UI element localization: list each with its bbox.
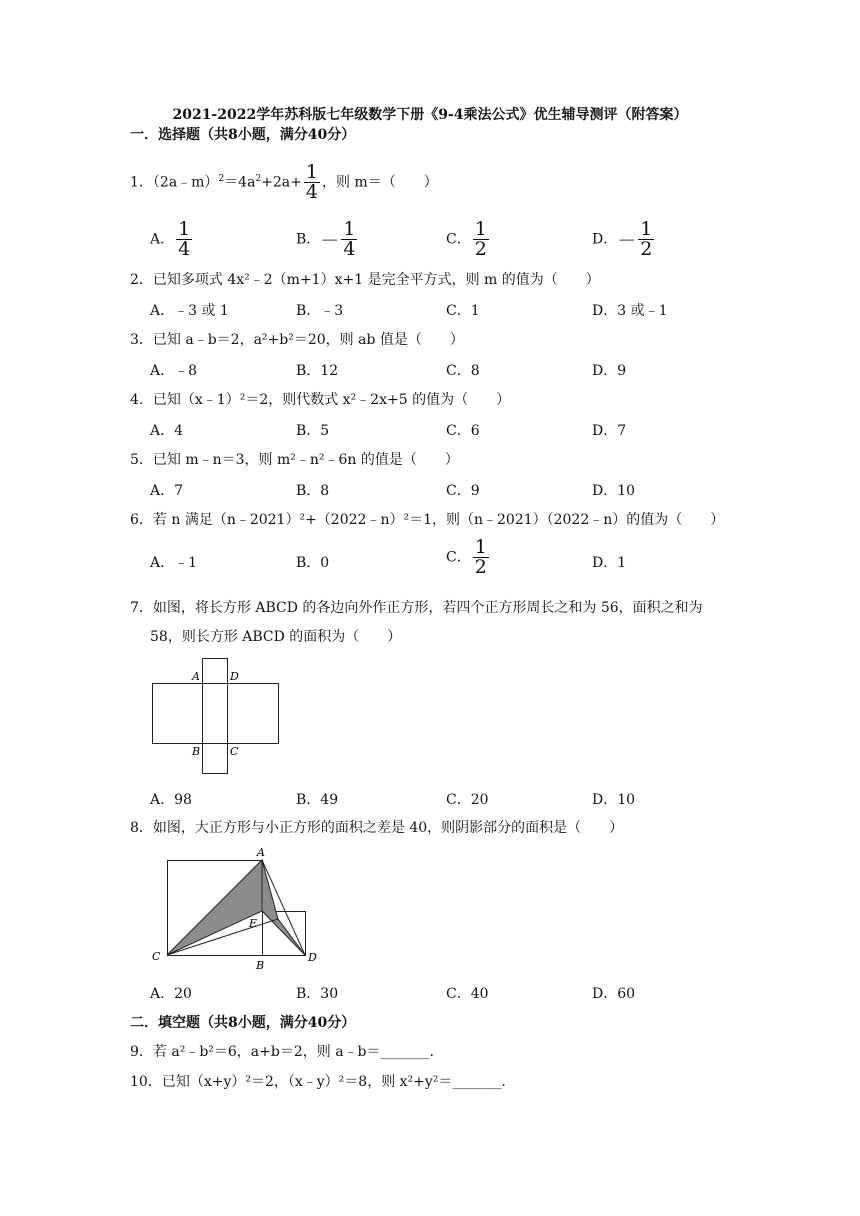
question-8: 8．如图，大正方形与小正方形的面积之差是 40，则阴影部分的面积是（ ） <box>130 820 624 836</box>
question-3: 3．已知 a﹣b＝2，a²+b²＝20，则 ab 值是（ ） <box>130 332 464 348</box>
question-5: 5．已知 m﹣n＝3，则 m²﹣n²﹣6n 的值是（ ） <box>130 452 459 468</box>
q2-option-a[interactable]: A．﹣3 或 1 <box>150 303 229 319</box>
q6-option-d[interactable]: D．1 <box>592 555 627 571</box>
q7-label-c: C <box>230 745 239 758</box>
question-1 <box>130 163 438 202</box>
q6-option-b[interactable]: B．0 <box>296 555 330 571</box>
question-6: 6．若 n 满足（n﹣2021）²+（2022﹣n）²＝1，则（n﹣2021）（2022﹣n）的值为（ ） <box>130 512 725 528</box>
q8-label-e: E <box>249 917 258 930</box>
q7-label-a: A <box>192 670 200 683</box>
q2-option-d[interactable]: D．3 或﹣1 <box>592 303 668 319</box>
q3-option-b[interactable]: B．12 <box>296 363 339 379</box>
q6-option-c[interactable]: C． $\frac{1}{2}$ <box>446 536 487 578</box>
question-4: 4．已知（x﹣1）²＝2，则代数式 x²﹣2x+5 的值为（ ） <box>130 392 511 408</box>
section-heading-fill: 二．填空题（共8小题，满分40分） <box>130 1015 356 1031</box>
q7-option-d[interactable]: D．10 <box>592 792 636 808</box>
section-heading-choice: 一．选择题（共8小题，满分40分） <box>130 127 356 143</box>
q1-option-b[interactable]: B．－ $\frac{1}{4}$ <box>296 218 356 260</box>
q3-option-c[interactable]: C．8 <box>446 363 480 379</box>
q4-option-b[interactable]: B．5 <box>296 423 330 439</box>
q1-stem-pre: 1．（2a﹣m） <box>130 174 219 191</box>
q7-option-b[interactable]: B．49 <box>296 792 339 808</box>
q2-option-c[interactable]: C．1 <box>446 303 480 319</box>
q7-figure <box>150 656 282 778</box>
q6-option-a[interactable]: A．﹣1 <box>150 555 198 571</box>
q1-stem-post: ，则 m＝（ ） <box>321 174 438 191</box>
q8-label-b: B <box>256 959 265 972</box>
q3-option-d[interactable]: D．9 <box>592 363 627 379</box>
q8-figure <box>150 843 325 973</box>
page-title: 2021-2022学年苏科版七年级数学下册《9-4乘法公式》优生辅导测评（附答案） <box>172 107 688 123</box>
q1-option-a[interactable]: A． $\frac{1}{4}$ <box>150 218 191 260</box>
q1-fraction: $\frac{1}{4}$ <box>305 161 318 203</box>
question-7-line1: 7．如图，将长方形 ABCD 的各边向外作正方形，若四个正方形周长之和为 56，面积之和为 <box>130 600 703 616</box>
q8-option-b[interactable]: B．30 <box>296 986 339 1002</box>
q1-sup: 2 <box>255 173 262 184</box>
q8-shaded-triangle-left <box>167 860 262 955</box>
question-9: 9．若 a²﹣b²＝6，a+b＝2，则 a﹣b＝_______. <box>130 1044 434 1060</box>
q4-option-c[interactable]: C．6 <box>446 423 480 439</box>
q7-horizontal-rect <box>153 684 279 744</box>
q1-option-d[interactable]: D．－ $\frac{1}{2}$ <box>592 218 653 260</box>
q5-option-a[interactable]: A．7 <box>150 483 184 499</box>
q1-stem-mid: ＝4a <box>224 174 256 191</box>
q8-label-d: D <box>308 951 317 964</box>
q5-option-b[interactable]: B．8 <box>296 483 330 499</box>
q1-sup: 2 <box>218 173 225 184</box>
q8-label-c: C <box>152 950 161 963</box>
q2-option-b[interactable]: B．﹣3 <box>296 303 344 319</box>
q1-stem-mid2: +2a+ <box>261 174 302 191</box>
q8-option-a[interactable]: A．20 <box>150 986 192 1002</box>
question-7-line2: 58，则长方形 ABCD 的面积为（ ） <box>150 629 402 645</box>
q8-label-a: A <box>257 846 265 859</box>
q8-option-d[interactable]: D．60 <box>592 986 636 1002</box>
q8-option-c[interactable]: C．40 <box>446 986 489 1002</box>
q7-label-d: D <box>230 670 239 683</box>
q4-option-a[interactable]: A．4 <box>150 423 184 439</box>
q7-option-a[interactable]: A．98 <box>150 792 192 808</box>
q7-label-b: B <box>192 745 201 758</box>
q4-option-d[interactable]: D．7 <box>592 423 627 439</box>
q5-option-d[interactable]: D．10 <box>592 483 636 499</box>
q7-vertical-rect <box>203 659 228 774</box>
question-10: 10．已知（x+y）²＝2，（x﹣y）²＝8，则 x²+y²＝_______. <box>130 1074 506 1090</box>
q5-option-c[interactable]: C．9 <box>446 483 480 499</box>
q1-option-c[interactable]: C． $\frac{1}{2}$ <box>446 218 487 260</box>
question-2: 2．已知多项式 4x²﹣2（m+1）x+1 是完全平方式，则 m 的值为（ ） <box>130 272 600 288</box>
q7-option-c[interactable]: C．20 <box>446 792 489 808</box>
q3-option-a[interactable]: A．﹣8 <box>150 363 198 379</box>
